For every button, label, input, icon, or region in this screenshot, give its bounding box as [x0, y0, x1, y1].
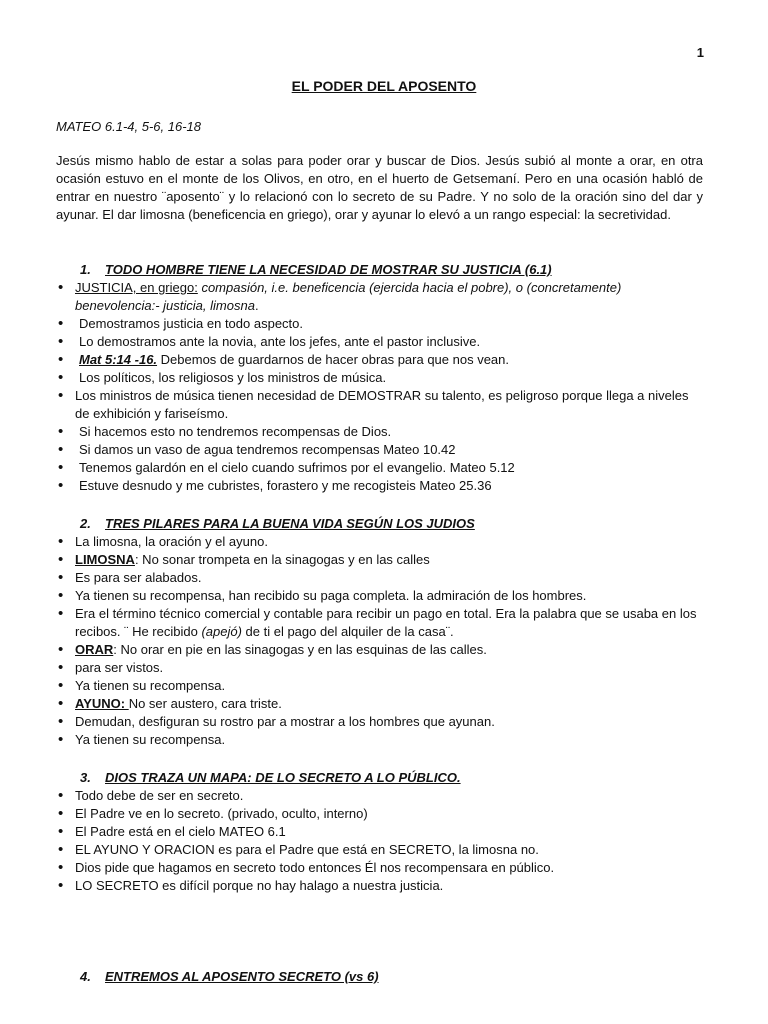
- item-text: : No orar en pie en las sinagogas y en las esquinas de las calles.: [113, 642, 487, 657]
- item-text: de ti el pago del alquiler de la casa¨.: [241, 624, 454, 639]
- section-heading-text: TRES PILARES PARA LA BUENA VIDA SEGÚN LOS JUDIOS: [105, 516, 475, 531]
- list-item: [56, 877, 706, 895]
- scripture-reference: MATEO 6.1-4, 5-6, 16-18: [56, 119, 201, 134]
- item-text: Debemos de guardarnos de hacer obras para que nos vean.: [157, 352, 509, 367]
- page-number: 1: [696, 45, 704, 60]
- item-text: para ser vistos.: [75, 660, 164, 675]
- item-text: El Padre ve en lo secreto. (privado, oculto, interno): [75, 806, 368, 821]
- item-label: Mat 5:14 -16.: [79, 352, 158, 367]
- section-heading: [80, 261, 706, 279]
- item-text: Lo demostramos ante la novia, ante los jefes, ante el pastor inclusive.: [79, 334, 481, 349]
- list-item: [56, 441, 706, 459]
- intro-paragraph: Jesús mismo hablo de estar a solas para poder orar y buscar de Dios. Jesús subió al monte a orar, en otra ocasión estuvo en el monte de los Olivos, en otro, en el huerto de Getsemaní. Pero en una ocasión habló de entrar en nuestro ¨aposento¨ y lo relacionó con lo secreto de su Padre. Y no solo de la oración sino del dar y ayunar. El dar limosna (beneficencia en griego), orar y ayunar lo elevó a un rango especial: la secretividad.: [56, 153, 703, 222]
- section-heading-text: TODO HOMBRE TIENE LA NECESIDAD DE MOSTRAR SU JUSTICIA (6.1): [105, 262, 552, 277]
- item-text: Era el término técnico comercial y contable para recibir un pago en total. Era la palabra que se usaba en los recibos. ¨ He recibido: [75, 606, 697, 639]
- list-item: [56, 459, 706, 477]
- section-heading: [80, 968, 706, 986]
- item-text: Demostramos justicia en todo aspecto.: [79, 316, 303, 331]
- item-text: compasión, i.e. beneficencia (ejercida hacia el pobre), o (concretamente) benevolencia:- justicia, limosna: [75, 280, 622, 313]
- item-text: No ser austero, cara triste.: [128, 696, 282, 711]
- item-label: LIMOSNA: [75, 552, 135, 567]
- section-number: 3.: [80, 770, 91, 785]
- list-item: [56, 587, 706, 605]
- item-text: Tenemos galardón en el cielo cuando sufrimos por el evangelio. Mateo 5.12: [79, 460, 515, 475]
- list-item: [56, 823, 706, 841]
- item-label: AYUNO:: [75, 696, 129, 711]
- item-text: Ya tienen su recompensa, han recibido su paga completa. la admiración de los hombres.: [75, 588, 587, 603]
- list-item: [56, 315, 706, 333]
- item-text: LO SECRETO es difícil porque no hay halago a nuestra justicia.: [75, 878, 444, 893]
- bullet-list: [56, 279, 706, 495]
- item-text: Los políticos, los religiosos y los ministros de música.: [79, 370, 387, 385]
- section-heading-text: DIOS TRAZA UN MAPA: DE LO SECRETO A LO PÚBLICO.: [105, 770, 461, 785]
- item-text: Ya tienen su recompensa.: [75, 732, 226, 747]
- item-label: JUSTICIA, en griego:: [75, 280, 198, 295]
- item-text: : No sonar trompeta en la sinagogas y en las calles: [134, 552, 430, 567]
- list-item: [56, 279, 706, 315]
- list-item: [56, 805, 706, 823]
- item-text: Si damos un vaso de agua tendremos recompensas Mateo 10.42: [79, 442, 456, 457]
- bullet-list: [56, 533, 706, 749]
- list-item: [56, 787, 706, 805]
- section-heading-text: ENTREMOS AL APOSENTO SECRETO (vs 6): [105, 969, 379, 984]
- section-heading: [80, 769, 706, 787]
- list-item: [56, 533, 706, 551]
- section-number: 4.: [80, 969, 91, 984]
- list-item: [56, 351, 706, 369]
- item-text: Dios pide que hagamos en secreto todo entonces Él nos recompensara en público.: [75, 860, 555, 875]
- item-text: .: [254, 298, 259, 313]
- section-2: [56, 515, 706, 749]
- section-number: 1.: [80, 262, 91, 277]
- list-item: [56, 677, 706, 695]
- list-item: [56, 551, 706, 569]
- list-item: [56, 841, 706, 859]
- list-item: [56, 859, 706, 877]
- item-text: Si hacemos esto no tendremos recompensas de Dios.: [79, 424, 392, 439]
- item-text: (apejó): [201, 624, 242, 639]
- list-item: [56, 369, 706, 387]
- item-text: EL AYUNO Y ORACION es para el Padre que está en SECRETO, la limosna no.: [75, 842, 539, 857]
- list-item: [56, 731, 706, 749]
- section-heading: [80, 515, 706, 533]
- list-item: [56, 423, 706, 441]
- item-text: Todo debe de ser en secreto.: [75, 788, 244, 803]
- item-label: ORAR: [75, 642, 114, 657]
- section-4: [56, 968, 706, 986]
- item-text: Estuve desnudo y me cubristes, forastero y me recogisteis Mateo 25.36: [79, 478, 492, 493]
- list-item: [56, 641, 706, 659]
- section-number: 2.: [80, 516, 91, 531]
- list-item: [56, 477, 706, 495]
- document-title: EL PODER DEL APOSENTO: [291, 78, 477, 94]
- section-3: [56, 769, 706, 895]
- list-item: [56, 659, 706, 677]
- item-text: Ya tienen su recompensa.: [75, 678, 226, 693]
- bullet-list: [56, 787, 706, 895]
- item-text: El Padre está en el cielo MATEO 6.1: [75, 824, 286, 839]
- list-item: [56, 695, 706, 713]
- list-item: [56, 713, 706, 731]
- section-1: [56, 261, 706, 495]
- item-text: Es para ser alabados.: [75, 570, 202, 585]
- list-item: [56, 605, 706, 641]
- item-text: La limosna, la oración y el ayuno.: [75, 534, 268, 549]
- list-item: [56, 333, 706, 351]
- item-text: Los ministros de música tienen necesidad de DEMOSTRAR su talento, es peligroso porque llega a niveles de exhibición y fariseísmo.: [75, 388, 689, 421]
- list-item: [56, 387, 706, 423]
- item-text: Demudan, desfiguran su rostro par a mostrar a los hombres que ayunan.: [75, 714, 495, 729]
- list-item: [56, 569, 706, 587]
